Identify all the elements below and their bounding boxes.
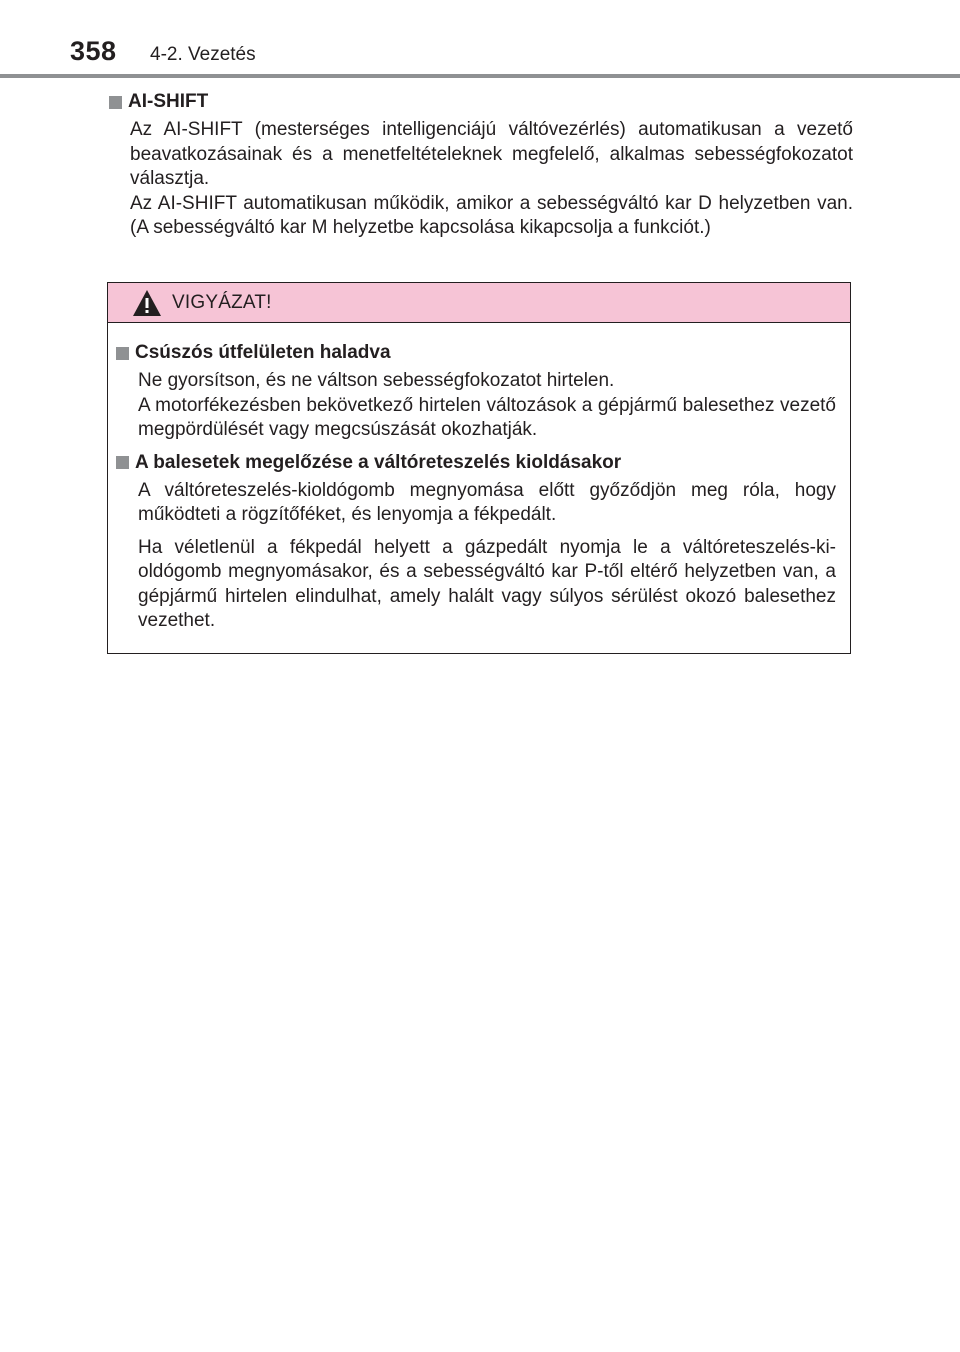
warning-body — [108, 323, 850, 634]
ai-shift-section — [107, 90, 853, 241]
warning-title: VIGYÁZAT! — [172, 291, 272, 313]
warning-triangle-icon — [132, 289, 162, 317]
heading-text: Csúszós útfelületen haladva — [135, 342, 391, 363]
square-bullet-icon — [109, 96, 122, 109]
warning-item — [114, 341, 836, 443]
warning-item-heading — [114, 341, 836, 365]
section-body — [130, 118, 853, 241]
warning-box — [107, 282, 851, 654]
paragraph: Az AI-SHIFT automatikusan működik, amikor a sebességváltó kar D helyzetben van. (A sebességváltó kar M helyzetbe kapcsolása kikapcsolja a funkciót.) — [130, 192, 853, 238]
square-bullet-icon — [116, 347, 129, 360]
warning-item-body — [138, 479, 836, 634]
warning-item — [114, 451, 836, 634]
paragraph: A váltóreteszelés-kioldógomb megnyomása előtt győződjön meg róla, hogy működteti a rögzítőféket, és lenyomja a fékpedált. — [138, 479, 836, 525]
paragraph: Az AI-SHIFT (mesterséges intelligenciájú váltóvezérlés) automatikusan a vezető beavatkozásainak és a menetfeltételeknek megfelelő, alkalmas sebességfokozatot választja. — [130, 119, 853, 189]
warning-item-heading — [114, 451, 836, 475]
paragraph: Ha véletlenül a fékpedál helyett a gázpedált nyomja le a váltóreteszelés-kioldógomb megnyomásakor, és a sebességváltó kar P-től eltérő helyzetben van, a gépjármű hirtelen elindulhat, amely halált vagy súlyos sérülést okozó balesethez vezethet. — [138, 536, 836, 631]
page-header — [0, 0, 960, 80]
warning-item-body — [138, 369, 836, 443]
warning-header — [108, 283, 850, 323]
section-title: 4-2. Vezetés — [150, 44, 256, 65]
header-divider — [0, 74, 960, 78]
section-heading — [107, 90, 853, 114]
heading-text: AI-SHIFT — [128, 91, 209, 112]
heading-text: A balesetek megelőzése a váltóreteszelés kioldásakor — [135, 451, 622, 473]
paragraph: Ne gyorsítson, és ne váltson sebességfokozatot hirtelen. A motorfékezésben bekövetkező hirtelen változások a gépjármű balesethez vezető megpördülését vagy megcsúszását okozhatják. — [138, 370, 836, 440]
page-number: 358 — [70, 36, 117, 66]
square-bullet-icon — [116, 456, 129, 469]
